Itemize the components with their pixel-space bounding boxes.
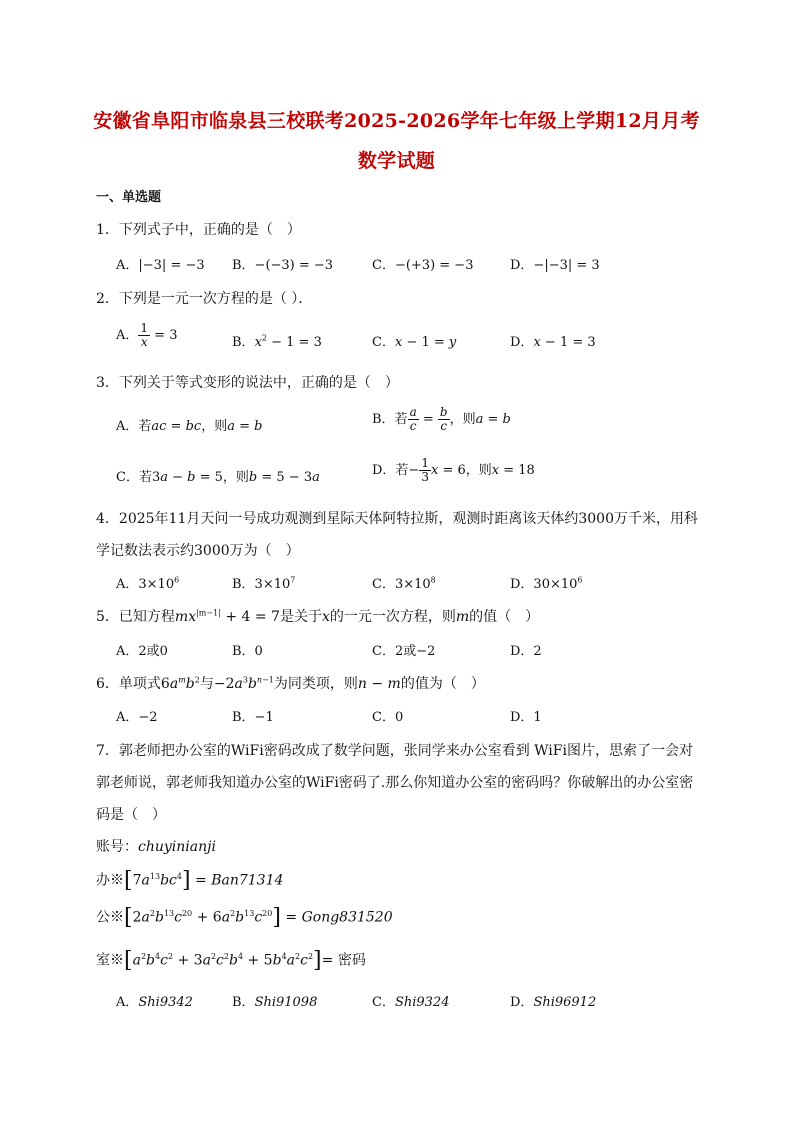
question-7-option-b: B．Shi91098: [232, 995, 318, 1010]
question-3-option-c: C．若3a − b = 5，则b = 5 − 3a: [116, 470, 320, 485]
question-7-shi-line: 室$※[a^2b^4c^2 + 3a^2c^2b^4 + 5b^4a^2c^2]=$ 密码: [96, 948, 366, 973]
question-6-option-a: A．−2: [116, 710, 158, 725]
question-7-stem-line1: 7．郭老师把办公室的WiFi密码改成了数学问题，张同学来办公室看到 WiFi图片，思索了一会对: [96, 743, 693, 759]
document-title-line2: 数学试题: [357, 150, 436, 172]
question-6-option-b: B．−1: [232, 710, 274, 725]
question-7-ban-line: 办$※[7a^{13}bc^4] = Ban71314$: [96, 868, 284, 893]
question-2-stem: 2．下列是一元一次方程的是（ ）．: [96, 291, 313, 307]
question-3-option-a: A．若ac = bc，则a = b: [116, 419, 263, 434]
question-5-option-c: C．2或−2: [372, 644, 436, 659]
question-3-option-b: B．若 $\frac{a}{c}$ = $\frac{b}{c}$ ，则a = b: [372, 405, 511, 433]
question-7-option-c: C．Shi9324: [372, 995, 450, 1010]
question-7-account: 账号：chuyinianji: [96, 839, 216, 855]
question-7-stem-line2: 郭老师说，郭老师我知道办公室的WiFi密码了.那么你知道办公室的密码吗？你破解出的办公室密: [96, 775, 694, 791]
question-1-option-b: B．−(−3) = −3: [232, 258, 334, 273]
question-3-option-d: D．若− $\frac{1}{3}$ x = 6，则x = 18: [372, 456, 535, 484]
question-7-stem-line3: 码是（ ）: [96, 807, 166, 823]
question-4-stem-line1: 4．2025年11月天问一号成功观测到星际天体阿特拉斯，观测时距离该天体约3000万千米，用科: [96, 511, 698, 527]
question-7-option-d: D．Shi96912: [510, 995, 597, 1010]
question-2-option-c: C．x − 1 = y: [372, 335, 457, 350]
question-7-gong-line: 公$※[2a^2b^{13}c^{20} + 6a^2b^{13}c^{20}]$ = Gong831520: [96, 905, 393, 930]
question-1-option-d: D．−|−3| = 3: [510, 258, 600, 273]
question-1-option-c: C．−(+3) = −3: [372, 258, 474, 273]
question-4-option-d: D．$30\times 10^6$: [510, 575, 583, 592]
question-2-option-d: D．x − 1 = 3: [510, 335, 596, 350]
question-1-option-a: A．|−3| = −3: [116, 258, 205, 273]
question-5-stem: 5．已知方程$mx^{|m-1|} + 4 = 7$是关于x的一元一次方程，则m的值（ ）: [96, 608, 540, 625]
document-title-line1: 安徽省阜阳市临泉县三校联考2025-2026学年七年级上学期12月月考: [93, 110, 700, 132]
question-4-option-a: A．$3\times 10^6$: [116, 575, 180, 592]
question-3-stem: 3．下列关于等式变形的说法中，正确的是（ ）: [96, 375, 399, 391]
question-2-option-b: B．$x^2 - 1 = 3$: [232, 333, 322, 350]
question-2-option-a: A． $\frac{1}{x}$ = 3: [116, 321, 178, 349]
question-7-option-a: A．Shi9342: [116, 995, 193, 1010]
question-5-option-d: D．2: [510, 644, 542, 659]
question-4-option-b: B．$3\times 10^7$: [232, 575, 296, 592]
question-5-option-b: B．0: [232, 644, 263, 659]
question-1-stem: 1．下列式子中，正确的是（ ）: [96, 222, 301, 238]
question-5-option-a: A．2或0: [116, 644, 168, 659]
question-4-stem-line2: 学记数法表示约3000万为（ ）: [96, 543, 300, 559]
question-6-stem: 6．单项式$6a^mb^2$与$-2a^3b^{n-1}$为同类项，则n − m的值为（ ）: [96, 675, 485, 692]
question-6-option-d: D．1: [510, 710, 542, 725]
question-6-option-c: C．0: [372, 710, 404, 725]
section-heading: 一、单选题: [96, 190, 162, 205]
question-4-option-c: C．$3\times 10^8$: [372, 575, 436, 592]
